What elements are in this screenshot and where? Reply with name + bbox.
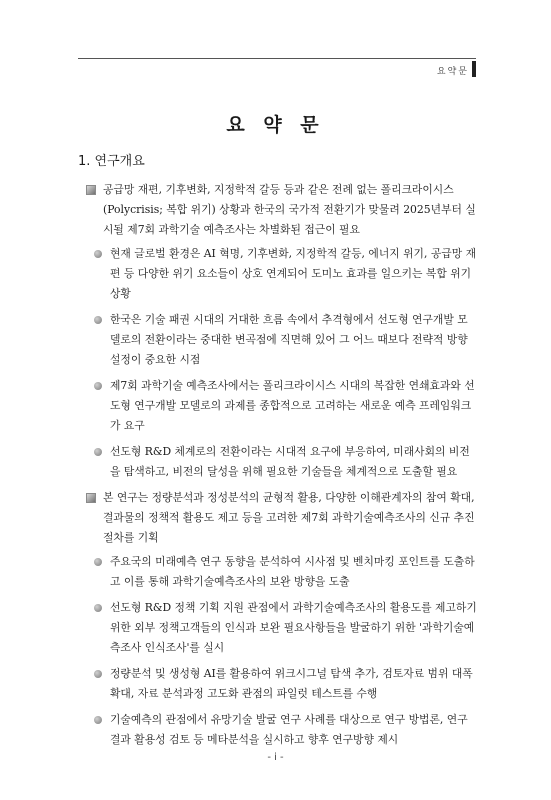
- header-rule: [78, 58, 476, 59]
- circle-bullet-icon: [94, 558, 102, 566]
- circle-bullet-icon: [94, 670, 102, 678]
- sub-bullet-text: 제7회 과학기술 예측조사에서는 폴리크라이시스 시대의 복잡한 연쇄효과와 선도형 연구개발 모델로의 과제를 종합적으로 고려하는 새로운 예측 프레임워크가 요구: [110, 379, 475, 432]
- sub-bullet-text: 정량분석 및 생성형 AI를 활용하여 위크시그널 탐색 추가, 검토자료 범위 대폭 확대, 자료 분석과정 고도화 관점의 파일럿 테스트를 수행: [110, 667, 473, 700]
- sub-bullet-text: 선도형 R&D 체계로의 전환이라는 시대적 요구에 부응하여, 미래사회의 비전을 탐색하고, 비전의 달성을 위해 필요한 기술들을 체계적으로 도출할 필요: [110, 445, 470, 478]
- sub-bullet-text: 선도형 R&D 정책 기획 지원 관점에서 과학기술예측조사의 활용도를 제고하기 위한 외부 정책고객들의 인식과 보완 필요사항들을 발굴하기 위한 '과학기술예측조사 인식조사'를 실시: [110, 601, 477, 654]
- sub-bullet: [94, 244, 478, 304]
- summary-group-1: [86, 180, 478, 482]
- sub-bullet: [94, 376, 478, 436]
- sub-bullet-text: 주요국의 미래예측 연구 동향을 분석하여 시사점 및 벤치마킹 포인트를 도출하고 이를 통해 과학기술예측조사의 보완 방향을 도출: [110, 555, 475, 588]
- circle-bullet-icon: [94, 604, 102, 612]
- circle-bullet-icon: [94, 316, 102, 324]
- circle-bullet-icon: [94, 448, 102, 456]
- square-bullet-icon: [86, 185, 96, 195]
- square-bullet-icon: [86, 493, 96, 503]
- sub-bullet-text: 현재 글로벌 환경은 AI 혁명, 기후변화, 지정학적 갈등, 에너지 위기, 공급망 재편 등 다양한 위기 요소들이 상호 연계되어 도미노 효과를 일으키는 복합 위기 상황: [110, 247, 477, 300]
- circle-bullet-icon: [94, 250, 102, 258]
- page-title: 요 약 문: [226, 114, 325, 136]
- running-header-label: 요약문: [436, 67, 469, 77]
- sub-bullet: [94, 710, 478, 750]
- summary-group-2: [86, 488, 478, 750]
- main-bullet-text: 공급망 재편, 기후변화, 지정학적 갈등 등과 같은 전례 없는 폴리크라이시스(Polycrisis; 복합 위기) 상황과 한국의 국가적 전환기가 맞물려 2025년부터 실시될 제7회 과학기술 예측조사는 차별화된 접근이 필요: [103, 183, 476, 236]
- section-heading: 1. 연구개요: [78, 154, 145, 169]
- circle-bullet-icon: [94, 716, 102, 724]
- header-bar-mark: [472, 61, 476, 77]
- summary-content: [86, 180, 478, 756]
- sub-bullet: [94, 664, 478, 704]
- sub-bullet: [94, 552, 478, 592]
- sub-bullet: [94, 442, 478, 482]
- sub-bullet-text: 한국은 기술 패권 시대의 거대한 흐름 속에서 추격형에서 선도형 연구개발 모델로의 전환이라는 중대한 변곡점에 직면해 있어 그 어느 때보다 전략적 방향 설정이 중요한 시점: [110, 313, 468, 366]
- sub-bullet: [94, 598, 478, 658]
- page-number: - i -: [267, 752, 284, 763]
- main-bullet: [86, 488, 478, 548]
- main-bullet: [86, 180, 478, 240]
- circle-bullet-icon: [94, 382, 102, 390]
- main-bullet-text: 본 연구는 정량분석과 정성분석의 균형적 활용, 다양한 이해관계자의 참여 확대, 결과물의 정책적 활용도 제고 등을 고려한 제7회 과학기술예측조사의 신규 추진 절차를 기획: [103, 491, 475, 544]
- sub-bullet-text: 기술예측의 관점에서 유망기술 발굴 연구 사례를 대상으로 연구 방법론, 연구결과 활용성 검토 등 메타분석을 실시하고 향후 연구방향 제시: [110, 713, 468, 746]
- sub-bullet: [94, 310, 478, 370]
